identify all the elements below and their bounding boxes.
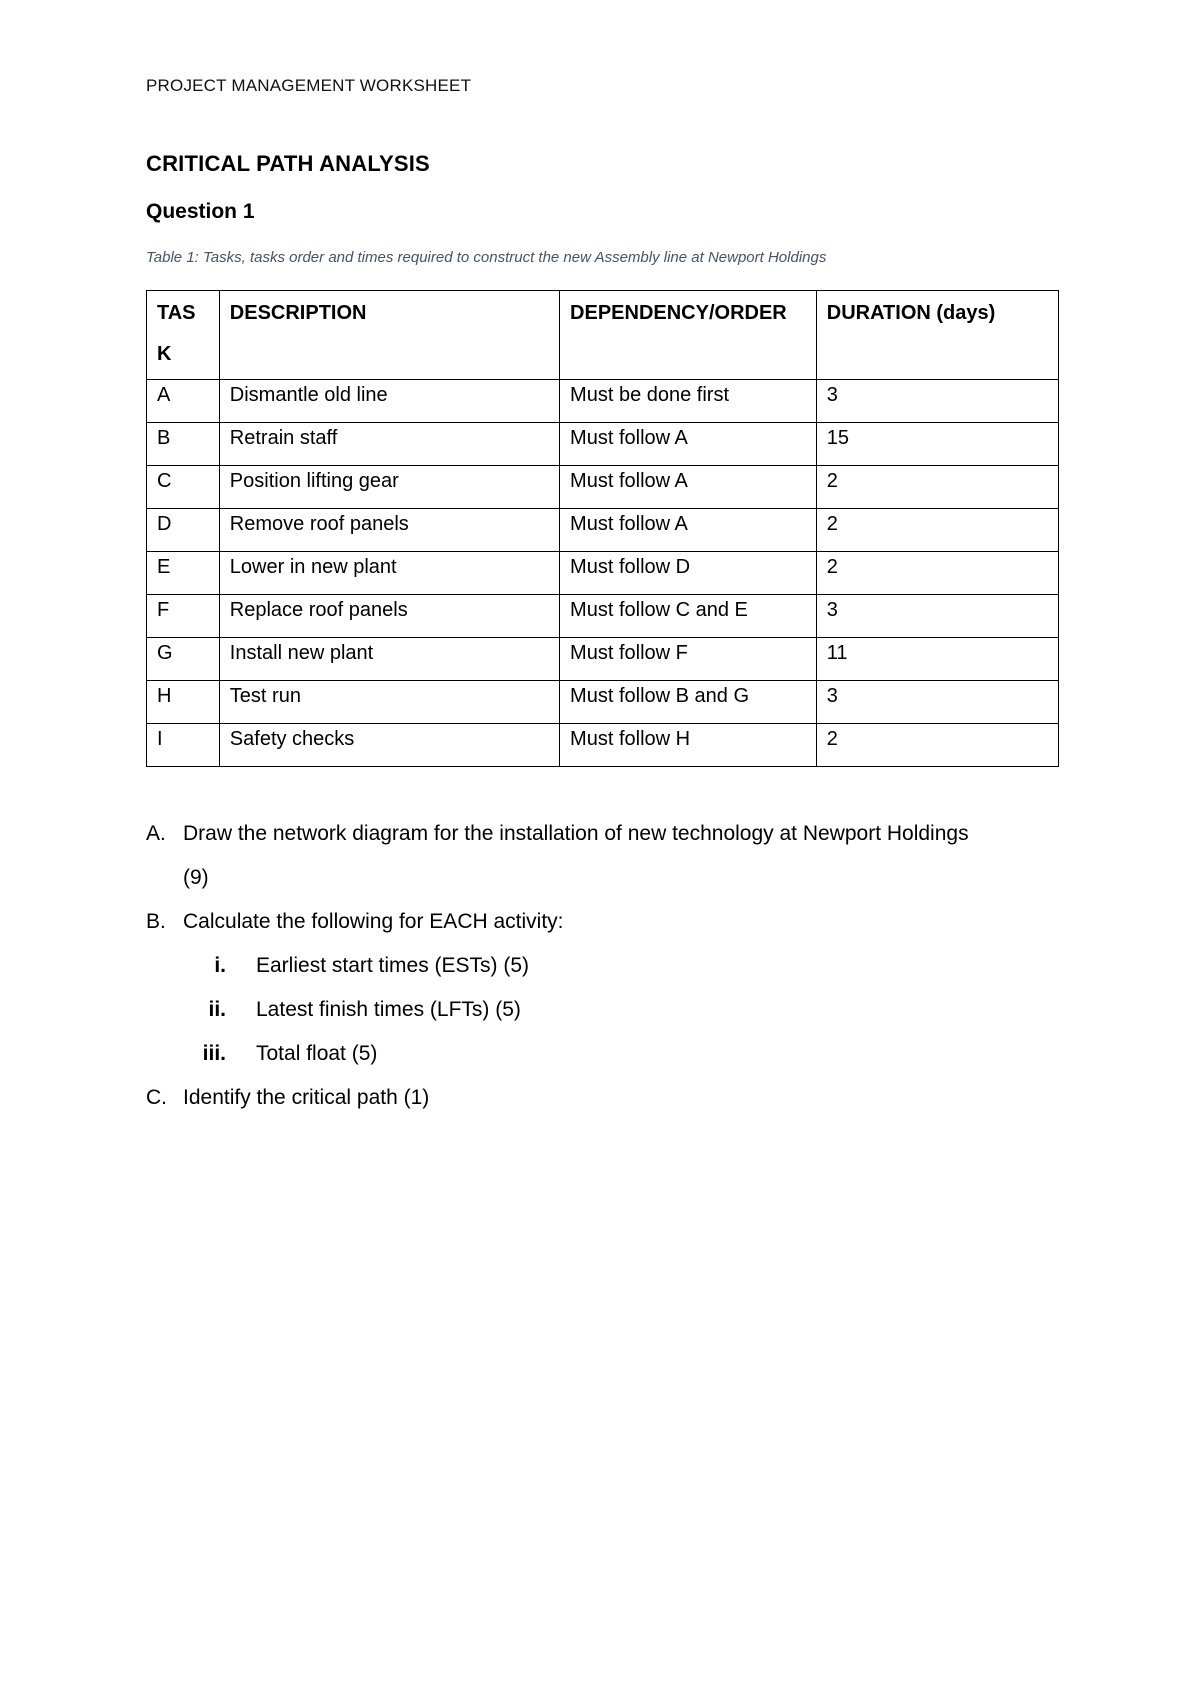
question-b-text: Calculate the following for EACH activity: [183,910,564,933]
questions-list [146,812,1066,1120]
cell-dependency: Must follow B and G [560,681,817,724]
table-row [147,638,1059,681]
question-b-marker: B. [146,910,166,933]
cell-task: H [147,681,220,724]
cell-task: G [147,638,220,681]
question-heading: Question 1 [146,200,255,223]
header-task-line1: TAS [157,302,196,324]
cell-task: C [147,466,220,509]
question-b-sub-item [146,944,1066,988]
cell-duration: 11 [816,638,1058,681]
question-c [146,1076,1066,1120]
table-row [147,466,1059,509]
table-caption: Table 1: Tasks, tasks order and times required to construct the new Assembly line at Newport Holdings [146,249,827,266]
table-row [147,724,1059,767]
cell-description: Test run [219,681,559,724]
table-row [147,380,1059,423]
document-title: CRITICAL PATH ANALYSIS [146,151,430,176]
cell-dependency: Must follow D [560,552,817,595]
cell-dependency: Must follow C and E [560,595,817,638]
table-header-row [147,291,1059,380]
question-a-marker: A. [146,822,166,845]
sub-item-text: Latest finish times (LFTs) (5) [256,998,521,1021]
cell-description: Remove roof panels [219,509,559,552]
cell-dependency: Must follow A [560,423,817,466]
cell-dependency: Must follow A [560,466,817,509]
table-row [147,423,1059,466]
cell-dependency: Must be done first [560,380,817,423]
cell-description: Retrain staff [219,423,559,466]
table-row [147,552,1059,595]
cell-task: I [147,724,220,767]
cell-task: F [147,595,220,638]
cell-description: Safety checks [219,724,559,767]
header-task-line2: K [157,343,172,365]
cell-description: Replace roof panels [219,595,559,638]
header-dependency: DEPENDENCY/ORDER [560,291,817,380]
question-a-text: Draw the network diagram for the installation of new technology at Newport Holdings [183,822,969,845]
question-c-marker: C. [146,1086,167,1109]
cell-task: E [147,552,220,595]
cell-description: Lower in new plant [219,552,559,595]
cell-description: Dismantle old line [219,380,559,423]
question-b-sub-item [146,988,1066,1032]
sub-item-text: Earliest start times (ESTs) (5) [256,954,530,977]
question-c-text: Identify the critical path (1) [183,1086,430,1109]
question-b [146,900,1066,944]
cell-duration: 15 [816,423,1058,466]
sub-item-marker: ii. [208,998,226,1021]
cell-duration: 2 [816,466,1058,509]
header-description: DESCRIPTION [219,291,559,380]
cell-dependency: Must follow H [560,724,817,767]
running-header: PROJECT MANAGEMENT WORKSHEET [146,76,472,95]
table-row [147,681,1059,724]
cell-dependency: Must follow A [560,509,817,552]
table-row [147,509,1059,552]
question-a-marks: (9) [183,866,209,889]
cell-task: D [147,509,220,552]
cell-duration: 3 [816,681,1058,724]
cell-dependency: Must follow F [560,638,817,681]
cell-description: Install new plant [219,638,559,681]
cell-description: Position lifting gear [219,466,559,509]
tasks-table [146,290,1059,767]
question-b-sub-item [146,1032,1066,1076]
cell-duration: 3 [816,595,1058,638]
question-a [146,812,1066,900]
header-task [147,291,220,380]
sub-item-text: Total float (5) [256,1042,378,1065]
cell-duration: 2 [816,509,1058,552]
cell-duration: 2 [816,724,1058,767]
table-row [147,595,1059,638]
sub-item-marker: i. [214,954,226,977]
header-duration: DURATION (days) [816,291,1058,380]
cell-duration: 2 [816,552,1058,595]
cell-duration: 3 [816,380,1058,423]
sub-item-marker: iii. [202,1042,226,1065]
cell-task: A [147,380,220,423]
cell-task: B [147,423,220,466]
